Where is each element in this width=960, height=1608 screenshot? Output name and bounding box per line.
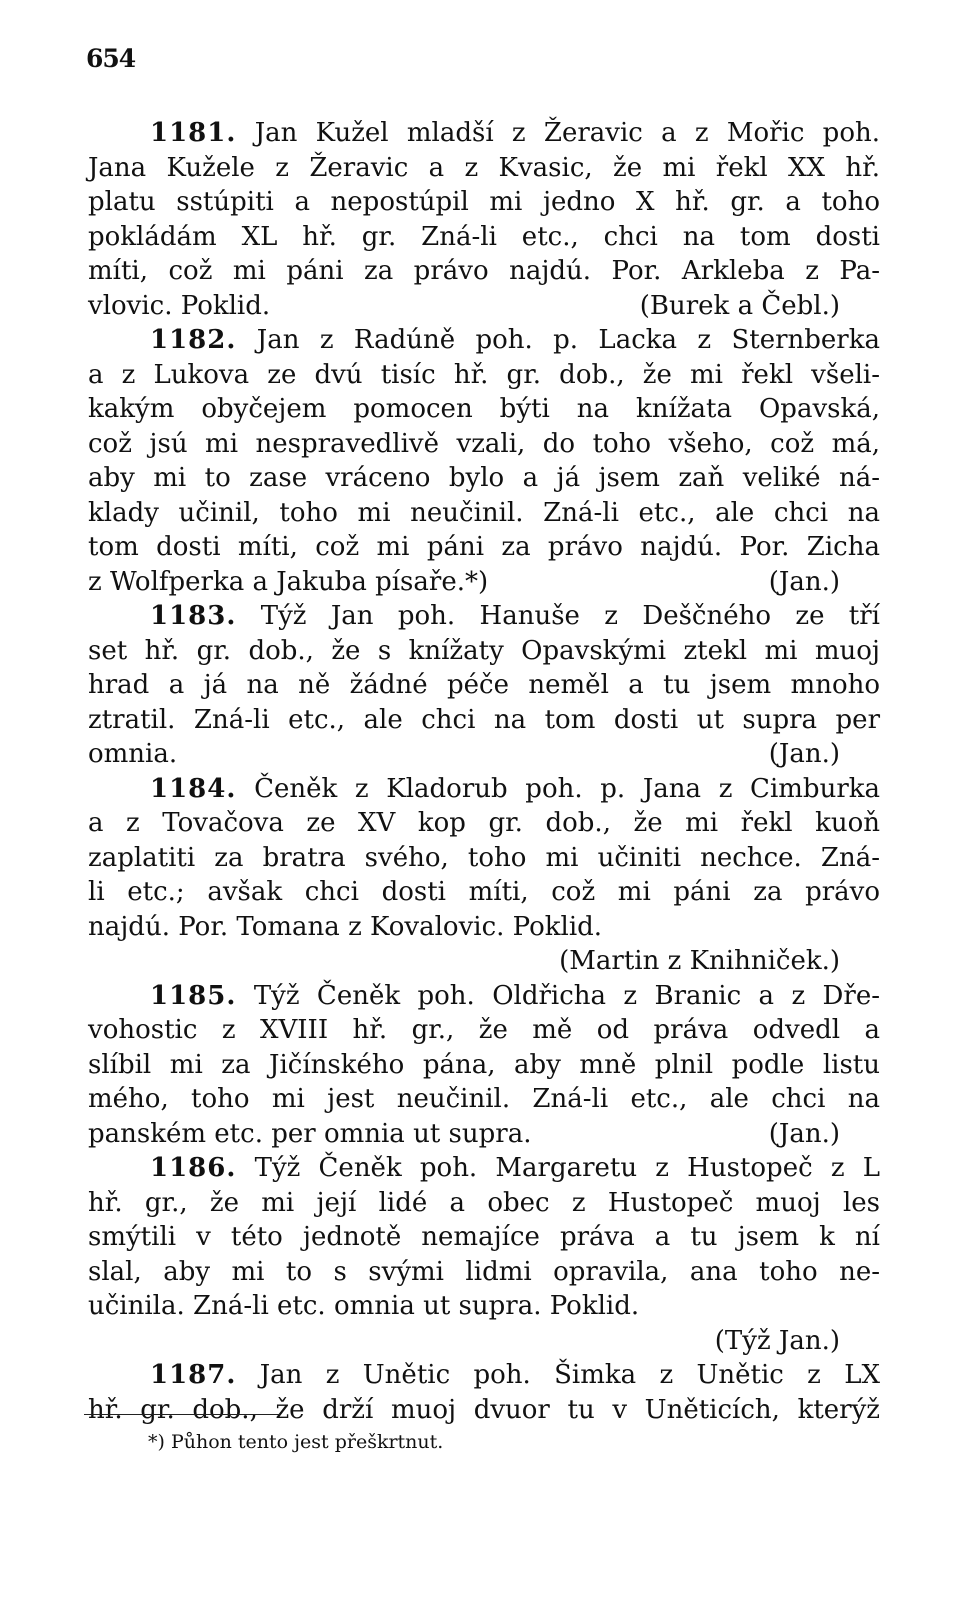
line-text: hř. gr. dob., že drží muoj dvuor tu v Uněticích, kterýž [88, 1394, 880, 1425]
text-line [88, 1186, 880, 1221]
line-text: Čeněk z Kladorub poh. p. Jana z Cimburka [236, 773, 880, 804]
line-text: Jana Kužele z Žeravic a z Kvasic, že mi řekl XX hř. [88, 152, 880, 183]
text-line [88, 254, 880, 289]
line-text: omnia. [88, 739, 178, 769]
line-text: Týž Čeněk poh. Oldřicha z Branic a z Dře- [236, 980, 880, 1011]
line-text: míti, což mi páni za právo najdú. Por. Arkleba z Pa- [88, 256, 880, 286]
text-line [88, 220, 880, 255]
text-line [88, 979, 880, 1014]
text-line [88, 841, 880, 876]
line-text: hř. gr., že mi její lidé a obec z Hustopeč muoj les [88, 1187, 880, 1218]
text-line [88, 910, 880, 945]
line-text: aby mi to zase vráceno bylo a já jsem zaň veliké ná- [88, 463, 880, 493]
entry-number: 1186. [150, 1153, 237, 1183]
line-text: (Týž Jan.) [714, 1325, 840, 1356]
line-text: vohostic z XVIII hř. gr., že mě od práva odvedl a [88, 1015, 880, 1045]
line-text: Týž Jan poh. Hanuše z Deščného ze tří [236, 601, 880, 631]
line-text: z Wolfperka a Jakuba písaře.*) [88, 566, 489, 597]
text-line [88, 496, 880, 531]
line-text: (Martin z Knihniček.) [559, 946, 840, 976]
text-line [88, 1220, 880, 1255]
text-line [88, 668, 880, 703]
line-text: učinila. Zná-li etc. omnia ut supra. Poklid. [88, 1291, 640, 1321]
line-text: což jsú mi nespravedlivě vzali, do toho všeho, což má, [88, 428, 880, 459]
text-line [88, 565, 880, 600]
page-number: 654 [86, 44, 136, 73]
line-text: Jan z Radúně poh. p. Lacka z Sternberka [236, 325, 880, 355]
text-line [88, 1393, 880, 1428]
text-line [88, 875, 880, 910]
text-line [88, 772, 880, 807]
text-line [88, 806, 880, 841]
text-line [88, 944, 880, 979]
line-text: tom dosti míti, což mi páni za právo najdú. Por. Zicha [88, 532, 880, 562]
entry-number: 1183. [150, 601, 237, 631]
line-text: mého, toho mi jest neučinil. Zná-li etc., ale chci na [88, 1084, 880, 1114]
text-line [88, 461, 880, 496]
line-text: Týž Čeněk poh. Margaretu z Hustopeč z L [236, 1153, 880, 1183]
body-text [88, 116, 880, 1427]
text-line [88, 703, 880, 738]
line-text: najdú. Por. Tomana z Kovalovic. Poklid. [88, 911, 603, 942]
line-text: smýtili v této jednotě nemajíce práva a tu jsem k ní [88, 1222, 880, 1252]
text-line [88, 599, 880, 634]
line-attribution: (Jan.) [768, 566, 840, 597]
text-line [88, 1289, 880, 1324]
line-text: a z Tovačova ze XV kop gr. dob., že mi řekl kuoň [88, 808, 880, 838]
line-text: a z Lukova ze dvú tisíc hř. gr. dob., že mi řekl všeli- [88, 359, 880, 390]
line-attribution: (Jan.) [768, 1118, 840, 1149]
line-text: panském etc. per omnia ut supra. [88, 1118, 532, 1149]
text-line [88, 289, 880, 324]
line-text: hrad a já na ně žádné péče neměl a tu jsem mnoho [88, 670, 880, 700]
text-line [88, 530, 880, 565]
text-line [88, 1013, 880, 1048]
line-text: li etc.; avšak chci dosti míti, což mi páni za právo [88, 877, 880, 907]
entry-number: 1181. [150, 118, 237, 148]
line-text: ztratil. Zná-li etc., ale chci na tom dosti ut supra per [88, 704, 880, 735]
text-line [88, 427, 880, 462]
line-text: Jan z Unětic poh. Šimka z Unětic z LX [236, 1360, 880, 1390]
line-text: slal, aby mi to s svými lidmi opravila, ana toho ne- [88, 1256, 880, 1287]
text-line [88, 323, 880, 358]
line-attribution: (Jan.) [768, 739, 840, 769]
text-line [88, 1151, 880, 1186]
line-text: set hř. gr. dob., že s knížaty Opavskými ztekl mi muoj [88, 635, 880, 666]
footnote: *) Půhon tento jest přeškrtnut. [148, 1431, 444, 1453]
entry-number: 1184. [150, 773, 237, 804]
text-line [88, 737, 880, 772]
line-text: kakým obyčejem pomocen býti na knížata Opavská, [88, 394, 880, 424]
text-line [88, 1358, 880, 1393]
line-attribution: (Burek a Čebl.) [639, 290, 840, 321]
line-text: Jan Kužel mladší z Žeravic a z Mořic poh. [236, 118, 880, 148]
text-line [88, 116, 880, 151]
text-line [88, 1117, 880, 1152]
text-line [88, 358, 880, 393]
text-line [88, 634, 880, 669]
text-line [88, 1324, 880, 1359]
text-line [88, 151, 880, 186]
footnote-rule [84, 1414, 280, 1415]
line-text: zaplatiti za bratra svého, toho mi učiniti nechce. Zná- [88, 842, 880, 873]
entry-number: 1182. [150, 325, 237, 355]
line-text: vlovic. Poklid. [88, 290, 271, 321]
entry-number: 1185. [150, 980, 237, 1011]
text-line [88, 392, 880, 427]
text-line [88, 1048, 880, 1083]
line-text: platu sstúpiti a nepostúpil mi jedno X hř. gr. a toho [88, 187, 880, 217]
line-text: slíbil mi za Jičínského pána, aby mně plnil podle listu [88, 1049, 880, 1080]
line-text: pokládám XL hř. gr. Zná-li etc., chci na tom dosti [88, 221, 880, 252]
text-line [88, 1082, 880, 1117]
text-line [88, 185, 880, 220]
entry-number: 1187. [150, 1360, 237, 1390]
line-text: klady učinil, toho mi neučinil. Zná-li etc., ale chci na [88, 497, 880, 528]
text-line [88, 1255, 880, 1290]
